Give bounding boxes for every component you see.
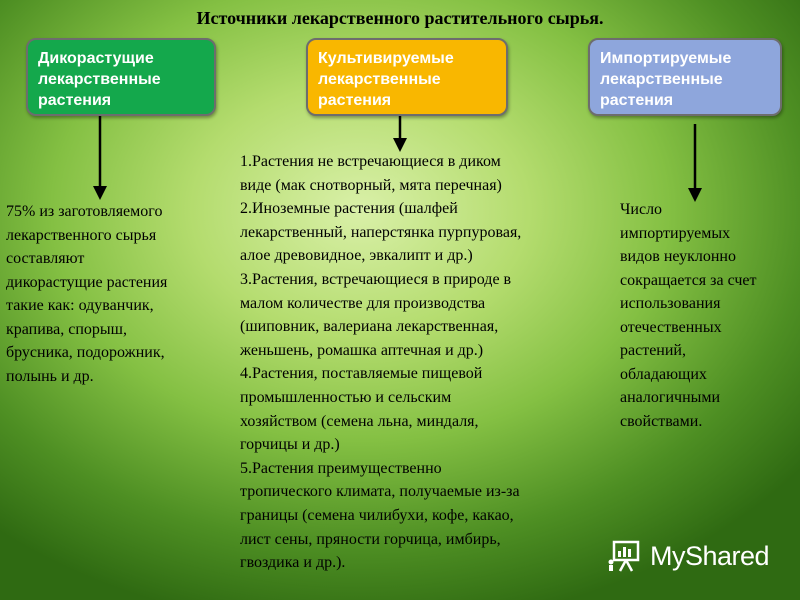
text-line: Число (620, 201, 663, 218)
text-line: промышленностью и сельским (240, 388, 452, 406)
text-line: 2.Иноземные растения (шалфей (240, 200, 458, 218)
text-line: брусника, подорожник, (6, 344, 165, 361)
text-line: виде (мак снотворный, мята перечная) (240, 176, 502, 194)
text-line: лекарственный, наперстянка пурпуровая, (240, 223, 522, 241)
category-box-wild (26, 38, 216, 116)
text-line: женьшень, ромашка аптечная и др.) (240, 341, 484, 359)
text-line: дикорастущие растения (6, 273, 168, 291)
text-line: обладающих (620, 365, 707, 383)
box-line: Дикорастущие (38, 50, 154, 67)
logo-text: MyShared (650, 540, 770, 571)
text-line: 75% из заготовляемого (6, 203, 163, 220)
text-line: составляют (6, 250, 85, 267)
text-line: импортируемых (620, 224, 731, 242)
box-line: лекарственные (38, 71, 161, 88)
text-line: лекарственного сырья (6, 226, 157, 244)
text-line: лист сены, пряности горчица, имбирь, (240, 530, 501, 548)
myshared-logo (608, 536, 769, 576)
text-line: горчицы и др.) (240, 436, 340, 454)
text-line: такие как: одуванчик, (6, 297, 154, 314)
text-line: отечественных (620, 318, 722, 336)
wild-description (6, 200, 216, 388)
box-line: Импортируемые (600, 50, 732, 67)
text-line: полынь и др. (6, 367, 94, 385)
category-box-imported (588, 38, 782, 116)
category-box-cultivated (306, 38, 508, 116)
box-line: лекарственные (318, 71, 441, 88)
text-line: тропического климата, получаемые из-за (240, 483, 520, 501)
text-line: (шиповник, валериана лекарственная, (240, 318, 499, 336)
arrow-down-icon (390, 116, 410, 154)
box-line: растения (38, 92, 112, 109)
text-line: свойствами. (620, 412, 703, 430)
chart-presentation-icon (608, 538, 644, 574)
box-line: Культивируемые (318, 50, 454, 67)
box-line: лекарственные (600, 71, 723, 88)
text-line: аналогичными (620, 389, 721, 406)
imported-description (620, 198, 798, 433)
text-line: 5.Растения преимущественно (240, 459, 442, 477)
text-line: растений, (620, 342, 686, 359)
text-line: гвоздика и др.). (240, 554, 346, 572)
text-line: границы (семена чилибухи, кофе, какао, (240, 506, 514, 524)
page-title: Источники лекарственного растительного сырья. (196, 8, 604, 28)
text-line: алое древовидное, эвкалипт и др.) (240, 247, 473, 265)
text-line: крапива, спорыш, (6, 320, 127, 338)
text-line: 3.Растения, встречающиеся в природе в (240, 270, 512, 288)
text-line: хозяйством (семена льна, миндаля, (240, 412, 479, 430)
text-line: сокращается за счет (620, 271, 757, 289)
text-line: 1.Растения не встречающиеся в диком (240, 153, 501, 170)
text-line: 4.Растения, поставляемые пищевой (240, 365, 483, 383)
text-line: видов неуклонно (620, 248, 736, 265)
arrow-down-icon (685, 124, 705, 204)
text-line: малом количестве для производства (240, 294, 486, 312)
text-line: использования (620, 295, 721, 312)
arrow-down-icon (90, 116, 110, 202)
box-line: растения (600, 92, 674, 109)
cultivated-description (240, 150, 605, 575)
box-line: растения (318, 92, 392, 109)
